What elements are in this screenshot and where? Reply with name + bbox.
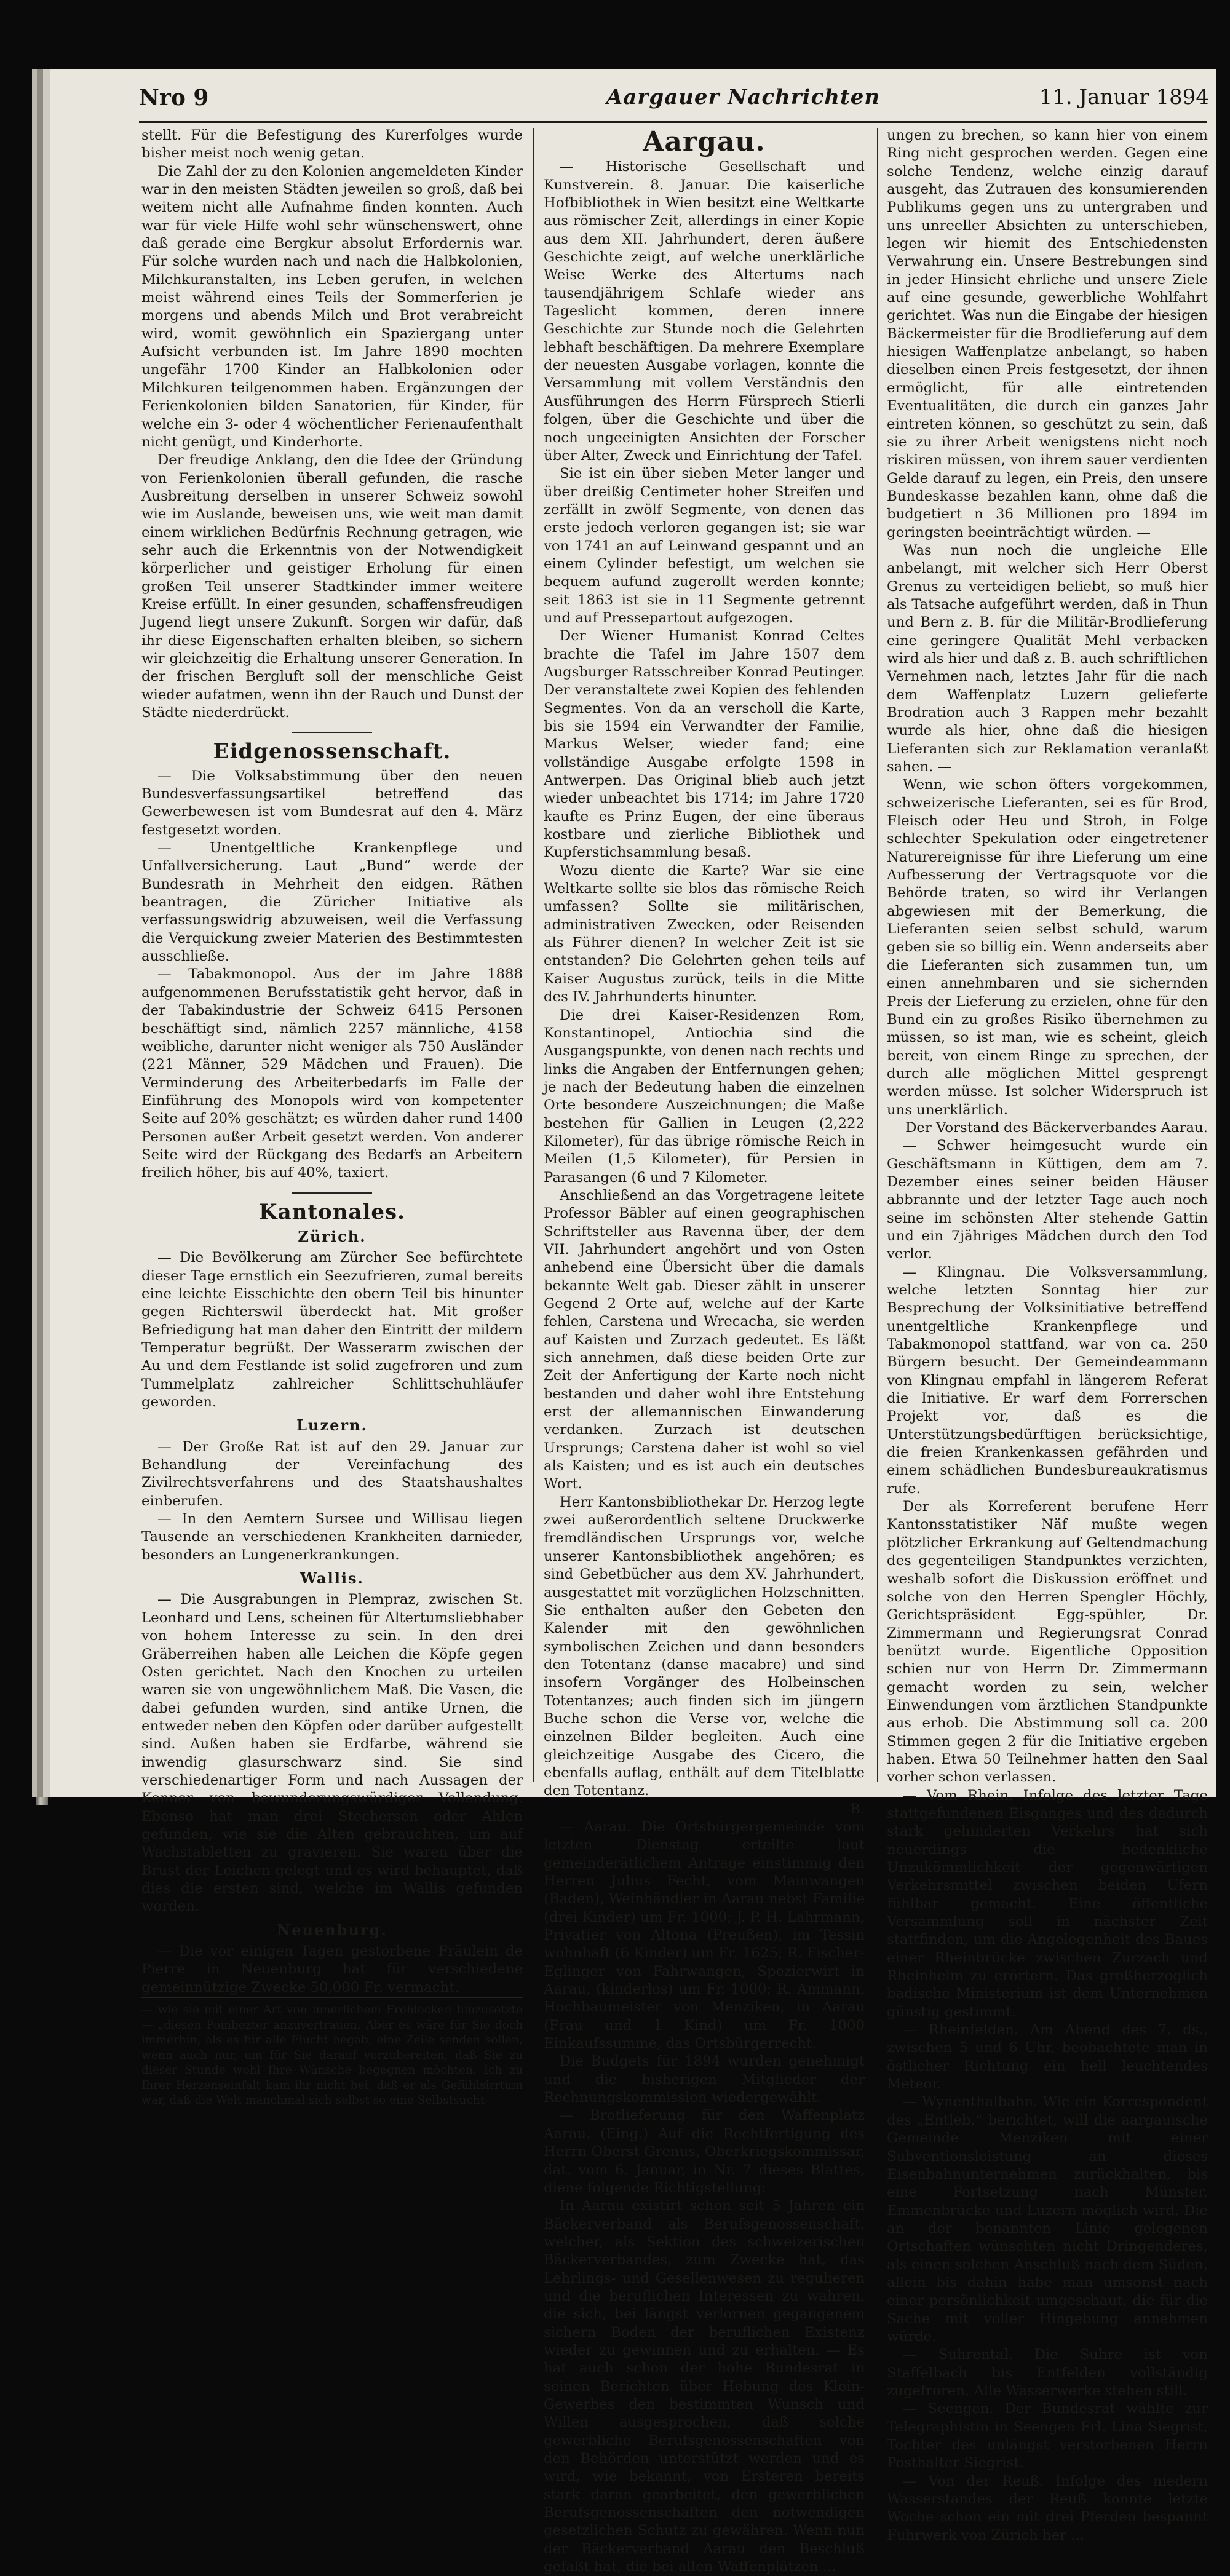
- column-1: [141, 127, 523, 2109]
- news-item: — In den Aemtern Sursee und Willisau liegen Tausende an verschiedenen Krankheiten darnieder, besonders an Lungenerkrankungen.: [141, 1511, 523, 1563]
- newspaper-title: Aargauer Nachrichten: [606, 85, 881, 109]
- author-signature: B.: [850, 1801, 865, 1817]
- paragraph: ungen zu brechen, so kann hier von einem Ring nicht gesprochen werden. Gegen eine solche Tendenz, welche einzig darauf ausgeht, das Zutrauen des konsumierenden Publikums gegen uns zu untergraben und uns unreeller Absichten zu unterschieben, legen wir hiemit des Entschiedensten Verwahrung ein. Unsere Bestrebungen sind in jeder Hinsicht ehrliche und unsere Ziele auf eine gesunde, gewerbliche Wohlfahrt gerichtet. Was nun die Eingabe der hiesigen Bäckermeister für die Brodlieferung auf dem hiesigen Waffenplatze anbelangt, so haben dieselben einen Preis festgesetzt, der ihnen ermöglicht, für alle eintretenden Eventualitäten, die durch ein ganzes Jahr eintreten können, so geschützt zu sein, daß sie zu ihrer Arbeit wenigstens nicht noch riskiren müssen, von ihrem sauer verdienten Gelde darauf zu legen, ein Preis, den unsere Bundeskasse bezahlen kann, ohne daß die budgetiert n 36 Millionen pro 1894 im geringsten beeinträchtigt würden. —: [887, 127, 1208, 541]
- section-divider: [292, 732, 372, 733]
- news-item: — Die Volksabstimmung über den neuen Bundesverfassungsartikel betreffend das Gewerbewesen ist vom Bundesrat auf den 4. März festgesetzt worden.: [141, 767, 523, 838]
- paragraph: Die Budgets für 1894 wurden genehmigt und die bisherigen Mitglieder der Rechnungskommission wiedergewählt.: [544, 2053, 865, 2106]
- paragraph: Wozu diente die Karte? War sie eine Weltkarte sollte sie blos das römische Reich umfassen? Sollte sie militärischen, administrativen Zwecken, oder Reisenden als Führer dienen? In welcher Zeit ist sie entstanden? Die Gelehrten gehen teils auf Kaiser Augustus zurück, teils in die Mitte des IV. Jahrhunderts hinunter.: [544, 862, 865, 1005]
- feuilleton-footnote: — wie sie mit einer Art von innerlichem Frohlocken hinzusetzte — „diesen Poinbezter anzuvertrauen. Aber es wäre für Sie doch immerhin, als es für alle Flucht begab, eine Zeile senden sollen, wenn auch nur, um für Sie darauf vorzubereiten, daß Sie zu dieser Stunde wohl Ihre Wünsche begegnen möchten. Ich zu Ihrer Herzenseinfalt kam ihr nicht bei, daß er als Gefühlsirrtum war, daß die Welt manchmal sich selbst so eine Selbstsucht: [141, 1997, 523, 2109]
- paragraph: Herr Kantonsbibliothekar Dr. Herzog legte zwei außerordentlich seltene Druckwerke fremdländischen Ursprungs vor, welche unserer Kantonsbibliothek angehören; es sind Gebetbücher aus dem XV. Jahrhundert, ausgestattet mit vorzüglichen Holzschnitten. Sie enthalten außer den Gebeten den Kalender mit den gewöhnlichen symbolischen Zeichen und dann besonders den Totentanz (danse macabre) und sind insofern Vorgänger des Holbeinschen Totentanzes; auch finden sich im jüngern Buche schon die Verse vor, welche die einzelnen Bilder begleiten. Auch eine gleichzeitige Ausgabe des Cicero, die ebenfalls auflag, enthält auf dem Titelblatte den Totentanz.: [544, 1494, 865, 1799]
- section-divider: [292, 1192, 372, 1194]
- news-item: — Vom Rhein. Infolge des letzter Tage stattgefundenen Eisganges und des dadurch stark gehinderten Verkehrs hat sich neuerdings die bedenkliche Unzukömmlichkeit der gegenwärtigen Verkehrsmittel zwischen beiden Ufern fühlbar gemacht. Eine öffentliche Versammlung soll in nächster Zeit stattfinden, um die Angelegenheit des Baues einer Rheinbrücke zwischen Zurzach und Rheinheim zu erörtern. Das großherzoglich badische Ministerium ist dem Unternehmen günstig gestimmt.: [887, 1787, 1208, 2020]
- news-item: — Tabakmonopol. Aus der im Jahre 1888 aufgenommenen Berufsstatistik geht hervor, daß in der Tabakindustrie der Schweiz 6415 Personen beschäftigt sind, nämlich 2257 männliche, 4158 weibliche, darunter nicht weniger als 750 Ausländer (221 Männer, 529 Mädchen und Frauen). Die Verminderung des Arbeiterbedarfs im Falle der Einführung des Monopols wird von kompetenter Seite auf 20% geschätzt; es würden daher rund 1400 Personen außer Arbeit gesetzt werden. Von anderer Seite wird der Rückgang des Bedarfs an Arbeitern freilich höher, bis auf 40%, taxiert.: [141, 966, 523, 1181]
- section-heading-kantonales: Kantonales.: [259, 1199, 405, 1224]
- subheading-zuerich: Zürich.: [298, 1227, 367, 1245]
- news-item: — Aarau. Die Ortsbürgergemeinde vom letzten Dienstag erteilte laut gemeinderätlichem Antrage einstimmig den Herren Julius Fecht, vom Mainwangen (Baden), Weinhändler in Aarau nebst Familie (drei Kinder) um Fr. 1000; J. P. H. Lahrmann, Privatier von Altona (Preußen), im Tessin wohnhaft (6 Kinder) um Fr. 1625; R. Fischer-Eglinger von Fahrwangen, Spezierwirt in Aarau, (kinderlos) um Fr. 1000; R. Ammann, Hochbaumeister von Menziken, in Aarau (Frau und 1 Kind) um Fr. 1000 Einkaufssumme, das Ortsbürgerrecht.: [544, 1818, 865, 2052]
- issue-date: 11. Januar 1894: [1039, 85, 1209, 109]
- news-item: — Seengen. Der Bundesrat wählte zur Telegraphistin in Seengen Frl. Lina Siegrist, Tochter des unlängst verstorbenen Herrn Posthalter Siegrist.: [887, 2401, 1208, 2471]
- paragraph: Sie ist ein über sieben Meter langer und über dreißig Centimeter hoher Streifen und zerfällt in zwölf Segmente, von denen das erste jedoch verloren gegangen ist; sie war von 1741 an auf Leinwand gespannt und an einem Cylinder befestigt, um welchen sie bequem aufund zugerollt werden konnte; seit 1863 ist sie in 11 Segmente getrennt und auf Pressepartout aufgezogen.: [544, 466, 865, 626]
- column-rule-2: [877, 128, 878, 1782]
- news-item: — Unentgeltliche Krankenpflege und Unfallversicherung. Laut „Bund“ werde der Bundesrath in Mehrheit den eidgen. Räthen beantragen, die Züricher Initiative als verfassungswidrig abzuweisen, weil die Verfassung die Verquickung zweier Materien des Bestimmtesten ausschließe.: [141, 840, 523, 965]
- paragraph: Was nun noch die ungleiche Elle anbelangt, mit welcher sich Herr Oberst Grenus zu verteidigen beliebt, so muß hier als Tatsache aufgeführt werden, daß in Thun und Bern z. B. für die Militär-Brodlieferung eine geringere Qualität Mehl verbacken wird als hier und daß z. B. auch schriftlichen Vernehmen nach, letztes Jahr für die nach dem Waffenplatz Luzern gelieferte Brodration auch 3 Rappen mehr bezahlt wurde als hier, ohne daß die hiesigen Lieferanten sich zur Reklamation veranlaßt sahen. —: [887, 542, 1208, 775]
- news-item: — Klingnau. Die Volksversammlung, welche letzten Sonntag hier zur Besprechung der Volksinitiative betreffend unentgeltliche Krankenpflege und Tabakmonopol stattfand, war von ca. 250 Bürgern besucht. Der Gemeindeammann von Klingnau empfahl in längerem Referat die Initiative. Er warf dem Forrerschen Projekt vor, daß es die Unterstützungsbedürftigen berücksichtige, die freien Krankenkassen gefährden und einem schädlichen Bundesbureaukratismus rufe.: [887, 1264, 1208, 1497]
- page-stack-edge: [36, 89, 48, 1805]
- subheading-luzern: Luzern.: [296, 1416, 368, 1435]
- news-item: — Von der Reuß. Infolge des niedern Wasserstandes der Reuß konnte letzte Woche schon ein mit drei Pferden bespannt Fuhrwerk von Zürich her ...: [887, 2473, 1208, 2543]
- paragraph: Der Wiener Humanist Konrad Celtes brachte die Tafel im Jahre 1507 dem Augsburger Ratsschreiber Konrad Peutinger. Der veranstaltete zwei Kopien des fehlenden Segmentes. Von da an verscholl die Karte, bis sie 1594 ein Verwandter der Familie, Markus Welser, wieder fand; eine vollständige Ausgabe erfolgte 1598 in Antwerpen. Das Original blieb auch jetzt wieder unbeachtet bis 1714; im Jahre 1720 kaufte es Prinz Eugen, der eine überaus kostbare und zierliche Bibliothek und Kupferstichsammlung besaß.: [544, 628, 865, 861]
- news-item: — Suhrental. Die Suhre ist von Staffelbach bis Entfelden vollständig zugefroren. Alle Wasserwerke stehen still.: [887, 2347, 1208, 2399]
- news-item: — Historische Gesellschaft und Kunstverein. 8. Januar. Die kaiserliche Hofbibliothek in Wien besitzt eine Weltkarte aus römischer Zeit, allerdings in einer Kopie aus dem XII. Jahrhundert, deren äußere Geschichte zeigt, auf welche unerklärliche Weise Werke des Altertums nach tausendjährigem Schlafe wieder ans Tageslicht kommen, deren innere Geschichte zur Stunde noch die Gelehrten lebhaft beschäftigen. Da mehrere Exemplare der neuesten Ausgabe vorlagen, konnte die Versammlung mit vollem Verständnis den Ausführungen des Herrn Fürsprech Stierli folgen, über die Geschichte und über die noch ungeeinigten Ansichten der Forscher über Alter, Zweck und Einrichtung der Tafel.: [544, 159, 865, 464]
- paragraph: Anschließend an das Vorgetragene leitete Professor Bäbler auf einen geographischen Schriftsteller aus Ravenna über, der dem VII. Jahrhundert angehört und von Osten anhebend eine Übersicht über die damals bekannte Welt gab. Dieser zählt in unserer Gegend 2 Orte auf, welche auf der Karte fehlen, Carstena und Wrecacha, sie werden auf Kaisten und Zurzach gedeutet. Es läßt sich annehmen, daß diese beiden Orte zur Zeit der Anfertigung der Karte noch nicht bestanden und daher wohl ihre Entstehung erst der allemannischen Einwanderung verdanken. Zurzach ist deutschen Ursprungs; Carstena daher ist wohl so viel als Kaisten; und es ist auch ein deutsches Wort.: [544, 1187, 865, 1492]
- news-item: — Rheinfelden. Am Abend des 7. ds., zwischen 5 und 6 Uhr, beobachtete man in östlicher Richtung ein hell leuchtendes Meteor.: [887, 2022, 1208, 2093]
- section-heading-eidgenossenschaft: Eidgenossenschaft.: [213, 739, 451, 764]
- news-item: — Die Ausgrabungen in Plempraz, zwischen St. Leonhard und Lens, scheinen für Altertumsliebhaber von hohem Interesse zu sein. In den drei Gräberreihen haben alle Leichen die Köpfe gegen Osten gerichtet. Nach den Knochen zu urteilen waren sie von ungewöhnlichem Maß. Die Vasen, die dabei gefunden wurden, sind antike Urnen, die entweder neben den Köpfen oder darüber aufgestellt sind. Außen haben sie Erdfarbe, während sie inwendig glasurschwarz sind. Sie sind verschiedenartiger Form und nach Aussagen der Kenner von bewunderungswürdiger Vollendung. Ebenso hat man drei Stechersen oder Ahlen gefunden, wie sie die Alten gebrauchten, um auf Wachstabletten zu gravieren. Sie waren über die Brust der Leichen gelegt und es wird behauptet, daß dies die ersten sind, welche im Wallis gefunden worden.: [141, 1591, 523, 1915]
- paragraph: Die drei Kaiser-Residenzen Rom, Konstantinopel, Antiochia sind die Ausgangspunkte, von denen nach rechts und links die Angaben der Entfernungen gehen; je nach der Bedeutung haben die einzelnen Orte besondere Auszeichnungen; die Maße bestehen für Gallien in Leugen (2,222 Kilometer), für das übrige römische Reich in Meilen (1,5 Kilometer), für Persien in Parasangen (6 und 7 Kilometer.: [544, 1007, 865, 1186]
- news-item: — Die Bevölkerung am Zürcher See befürchtete dieser Tage ernstlich ein Seezufrieren, zumal bereits eine leichte Eisschichte den obern Teil bis hinunter gegen Richterswil überdeckt hat. Mit großer Befriedigung hat man daher den Eintritt der mildern Temperatur begrüßt. Der Wasserarm zwischen der Au und dem Festlande ist solid zugefroren und zum Tummelplatz zahlreicher Schlittschuhläufer geworden.: [141, 1250, 523, 1411]
- section-heading-aargau: Aargau.: [643, 126, 766, 157]
- paragraph: Der freudige Anklang, den die Idee der Gründung von Ferienkolonien überall gefunden, die rasche Ausbreitung derselben in unserer Schweiz sowohl wie im Auslande, beweisen uns, wie weit man damit einem wirklichen Bedürfnis Rechnung getragen, wie sehr auch die Erkenntnis von der Notwendigkeit körperlicher und geistiger Erholung für einen großen Teil unserer Stadtkinder immer weitere Kreise erfüllt. In einer gesunden, schaffensfreudigen Jugend liegt unsere Zukunft. Sorgen wir dafür, daß ihr diese Eigenschaften erhalten bleiben, so sichern wir gleichzeitig die Erhaltung unserer Generation. In der frischen Bergluft soll der menschliche Geist wieder aufatmen, wenn ihn der Rauch und Dunst der Städte niederdrückt.: [141, 452, 523, 721]
- paragraph: Wenn, wie schon öfters vorgekommen, schweizerische Lieferanten, sei es für Brod, Fleisch oder Heu und Stroh, in Folge schlechter Spekulation oder eingetretener Naturereignisse für ihre Lieferung um eine Aufbesserung der Vertragsquote vor die Behörde traten, so wird ihr Verlangen abgewiesen mit der Bemerkung, die Lieferanten seien selbst schuld, warum geben sie so billig ein. Wenn anderseits aber die Lieferanten sich zusammen tun, um einen annehmbaren und sie sichernden Preis der Lieferung zu erzielen, ohne für den Bund ein zu großes Risiko übernehmen zu müssen, so ist man, wie es scheint, gleich bereit, von einem Ringe zu sprechen, der durch alle möglichen Mittel gesprengt werden müsse. Ist solcher Widerspruch ist uns unerklärlich.: [887, 777, 1208, 1118]
- news-item: — Der Große Rat ist auf den 29. Januar zur Behandlung der Vereinfachung des Zivilrechtsverfahrens und des Staatshaushaltes einberufen.: [141, 1438, 523, 1509]
- column-3: [887, 127, 1208, 2545]
- paragraph: In Aarau existirt schon seit 5 Jahren ein Bäckerverband als Berufsgenossenschaft, welcher, als Sektion des schweizerischen Bäckerverbandes, zum Zwecke hat, das Lehrlings- und Gesellenwesen zu regulieren und die beruflichen Interessen zu wahren, die sich, bei längst verlornen gegangenem sichern Boden der beruflichen Existenz wieder zu gewinnen und zu erhalten. — Es hat auch schon der hohe Bundesrat in seinen Berichten über Hebung des Klein-Gewerbes den bestimmten Wunsch und Willen ausgesprochen, daß solche gewerbliche Berufsgenossenschaften von den Behörden unterstützt werden und es wird, wie bekannt, von Ersteren bereits stark daran gearbeitet, den gewerblichen Berufsgenossenschaften den notwendigen gesetzlichen Schutz zu gewähren. Wenn nun der Bäckerverband Aarau den Beschluß gefaßt hat, die bei allen Waffenplätzen ...: [544, 2198, 865, 2575]
- issue-number: Nro 9: [139, 85, 209, 111]
- masthead-rule: [139, 121, 1207, 123]
- paragraph: stellt. Für die Befestigung des Kurerfolges wurde bisher meist noch wenig getan.: [141, 127, 523, 162]
- paragraph: Der als Korreferent berufene Herr Kantonsstatistiker Näf mußte wegen plötzlicher Erkrankung auf Geltendmachung des gegenteiligen Standpunktes verzichten, weshalb sofort die Diskussion eröffnet und solche von den Herren Spengler Höchly, Gerichtspräsident Egg-spühler, Dr. Zimmermann und Regierungsrat Conrad benützt wurde. Eigentliche Opposition schien nur von Herrn Dr. Zimmermann gemacht worden zu sein, welcher Einwendungen vom ärztlichen Standpunkte aus erhob. Die Abstimmung soll ca. 200 Stimmen gegen 2 für die Initiative ergeben haben. Etwa 50 Teilnehmer hatten den Saal vorher schon verlassen.: [887, 1499, 1208, 1786]
- subheading-neuenburg: Neuenburg.: [277, 1920, 387, 1939]
- column-rule-1: [533, 128, 534, 1782]
- news-item: — Wynenthalbahn. Wie ein Korrespondent des „Entleb.“ berichtet, will die aargauische Gemeinde Menziken mit einer Subventionsleistung an dieses Eisenbahnunternehmen zurückhalten, bis eine Fortsetzung nach Münster, Emmenbrücke und Luzern möglich wird. Die an der benannten Linie gelegenen Ortschaften wünschten nicht Dringenderes, als einen solchen Anschluß nach dem Süden, allein bis dahin habe man umsonst nach einer persönlichkeit umgeschaut, die für die Sache mit voller Hingebung annehmen würde.: [887, 2094, 1208, 2345]
- news-item: — Die vor einigen Tagen gestorbene Fräulein de Pierre in Neuenburg hat für verschiedene gemeinnützige Zwecke 50,000 Fr. vermacht.: [141, 1943, 523, 1995]
- news-item: — Schwer heimgesucht wurde ein Geschäftsmann in Küttigen, dem am 7. Dezember eines seiner beiden Häuser abbrannte und der letzter Tage auch noch seine im schönsten Alter stehende Gattin und ein 7jähriges Mädchen durch den Tod verlor.: [887, 1138, 1208, 1262]
- subheading-wallis: Wallis.: [300, 1569, 364, 1588]
- column-2: [544, 127, 865, 2576]
- author-signature: Der Vorstand des Bäckerverbandes Aarau.: [905, 1119, 1208, 1136]
- news-item: — Brotlieferung für den Waffenplatz Aarau. (Eing.) Auf die Rechtfertigung des Herrn Oberst Grenus, Oberkriegskommissar, dat. vom 6. Januar, in Nr. 7 dieses Blattes, diene folgende Richtigstellung:: [544, 2107, 865, 2196]
- paragraph: Die Zahl der zu den Kolonien angemeldeten Kinder war in den meisten Städten jeweilen so groß, daß bei weitem nicht alle Aufnahme finden konnten. Auch war für viele Hilfe wohl sehr wünschenswert, ohne daß gerade eine Bergkur absolut Erfordernis war. Für solche wurden nach und nach die Halbkolonien, Milchkuranstalten, ins Leben gerufen, in welchen meist während eines Teils der Sommerferien je morgens und abends Milch und Brot verabreicht wird, womit gewöhnlich ein Spaziergang unter Aufsicht verbunden ist. Im Jahre 1890 mochten ungefähr 1700 Kinder an Halbkolonien oder Milchkuren teilgenommen haben. Ergänzungen der Ferienkolonien bilden Sanatorien, für Kinder, für welche ein 3- oder 4 wöchentlicher Ferienaufenthalt nicht genügt, und Kinderhorte.: [141, 163, 523, 450]
